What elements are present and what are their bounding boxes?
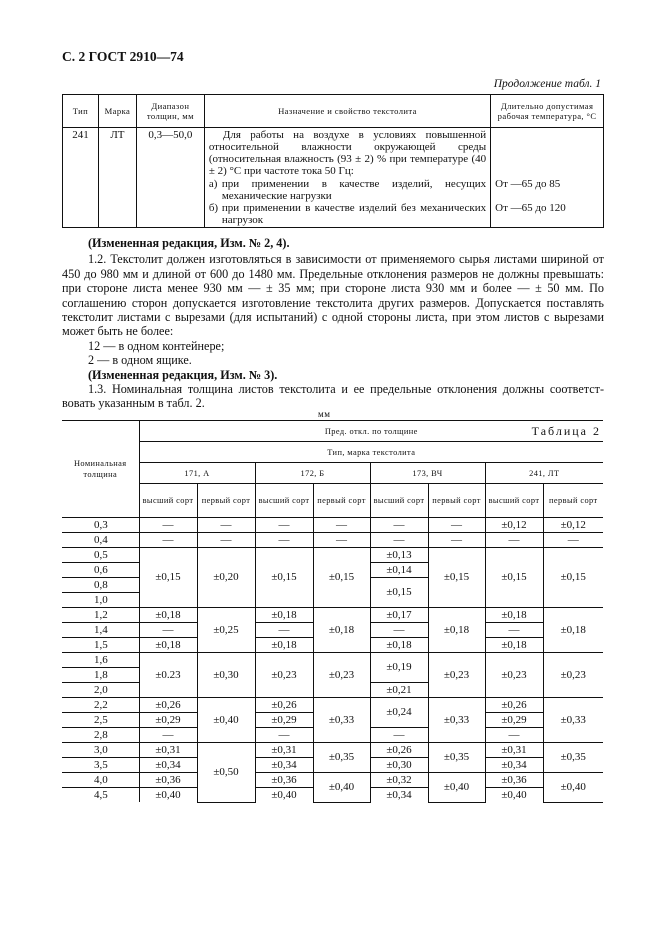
nominal-cell: 3,0 — [62, 743, 139, 758]
value-cell: ±0,29 — [139, 713, 197, 728]
page-header: С. 2 ГОСТ 2910—74 — [62, 49, 184, 64]
purpose-item-a — [209, 178, 486, 202]
col-range: Диапазон толщин, мм — [136, 95, 204, 128]
table-2-caption: Таблица 2 — [531, 424, 601, 438]
value-cell: ±0,33 — [543, 698, 603, 743]
value-cell: ±0,50 — [197, 743, 255, 803]
value-cell: ±0,12 — [543, 518, 603, 533]
col-temperature: Длительно допустимая рабочая температура, °С — [491, 95, 604, 128]
nominal-cell: 2,0 — [62, 683, 139, 698]
value-cell: ±0,24 — [370, 698, 428, 728]
value-cell: ±0,12 — [485, 518, 543, 533]
sort-first: первый сорт — [428, 484, 485, 518]
value-cell: ±0,23 — [428, 653, 485, 698]
table-row — [62, 773, 603, 788]
value-cell: ±0,26 — [139, 698, 197, 713]
value-cell: ±0,18 — [485, 608, 543, 623]
value-cell: ±0,40 — [255, 788, 313, 803]
value-cell: ±0,18 — [428, 608, 485, 653]
value-cell: — — [313, 518, 370, 533]
value-cell: — — [139, 518, 197, 533]
value-cell: ±0,35 — [543, 743, 603, 773]
value-cell: ±0,34 — [370, 788, 428, 803]
value-cell: ±0,31 — [485, 743, 543, 758]
value-cell: ±0,13 — [370, 548, 428, 563]
table-row — [62, 533, 603, 548]
temperature-b: От —65 до 120 — [495, 202, 566, 214]
grade-172-b: 172, Б — [255, 463, 370, 484]
value-cell: — — [543, 533, 603, 548]
value-cell: ±0,23 — [255, 653, 313, 698]
table-1-continuation — [62, 94, 604, 228]
value-cell: ±0,30 — [197, 653, 255, 698]
value-cell: ±0,26 — [485, 698, 543, 713]
value-cell: ±0,14 — [370, 563, 428, 578]
value-cell: — — [139, 623, 197, 638]
value-cell: ±0,23 — [313, 653, 370, 698]
nominal-cell: 1,2 — [62, 608, 139, 623]
value-cell: ±0,18 — [543, 608, 603, 653]
value-cell: ±0,15 — [428, 548, 485, 608]
value-cell: — — [370, 728, 428, 743]
nominal-cell: 1,5 — [62, 638, 139, 653]
value-cell: — — [139, 533, 197, 548]
purpose-intro: Для работы на воздухе в условиях повышенной относительной влажности окружающей среды (относительная влажность (93 ± 2) % при температуре (40 ± 2) °С при частоте тока 50 Гц: — [208, 129, 487, 177]
col-brand: Марка — [98, 95, 136, 128]
sort-top: высший сорт — [485, 484, 543, 518]
value-cell: ±0,15 — [313, 548, 370, 608]
value-cell: ±0,15 — [139, 548, 197, 608]
value-cell: ±0,18 — [139, 608, 197, 623]
table-row — [62, 743, 603, 758]
value-cell: ±0,34 — [485, 758, 543, 773]
value-cell: ±0,36 — [255, 773, 313, 788]
value-cell: ±0,35 — [428, 743, 485, 773]
value-cell: — — [370, 518, 428, 533]
value-cell: ±0,34 — [139, 758, 197, 773]
value-cell: — — [255, 728, 313, 743]
nominal-cell: 4,5 — [62, 788, 139, 803]
table-2 — [62, 420, 603, 803]
value-cell: ±0,40 — [313, 773, 370, 803]
value-cell: ±0,18 — [139, 638, 197, 653]
value-cell: ±0,15 — [255, 548, 313, 608]
table-row — [62, 518, 603, 533]
value-cell: ±0,36 — [139, 773, 197, 788]
col-purpose: Назначение и свойство текстолита — [204, 95, 490, 128]
purpose-item-marker: а) — [208, 178, 218, 190]
nominal-cell: 1,6 — [62, 653, 139, 668]
value-cell: — — [255, 518, 313, 533]
table-2-unit: мм — [318, 409, 331, 419]
value-cell: ±0,21 — [370, 683, 428, 698]
nominal-cell: 0,4 — [62, 533, 139, 548]
value-cell: ±0,23 — [485, 653, 543, 698]
value-cell: — — [428, 518, 485, 533]
value-cell: — — [139, 728, 197, 743]
sort-top: высший сорт — [370, 484, 428, 518]
nominal-cell: 2,2 — [62, 698, 139, 713]
value-cell: ±0,20 — [197, 548, 255, 608]
nominal-cell: 4,0 — [62, 773, 139, 788]
cell-range: 0,3—50,0 — [136, 128, 204, 228]
amendment-note-2: (Измененная редакция, Изм. № 3). — [88, 367, 278, 382]
value-cell: ±0,40 — [543, 773, 603, 803]
grade-173-vch: 173, ВЧ — [370, 463, 485, 484]
value-cell: ±0,33 — [313, 698, 370, 743]
table-row — [62, 548, 603, 563]
body-text — [62, 236, 604, 411]
value-cell: ±0,40 — [197, 698, 255, 743]
purpose-item-b — [209, 202, 486, 226]
table-continuation-label: Продолжение табл. 1 — [493, 78, 601, 90]
value-cell: ±0,15 — [370, 578, 428, 608]
limit-container: 12 — в одном контейнере; — [88, 338, 225, 353]
nominal-cell: 2,5 — [62, 713, 139, 728]
value-cell: ±0,15 — [543, 548, 603, 608]
grade-241-lt: 241, ЛТ — [485, 463, 603, 484]
cell-brand: ЛТ — [98, 128, 136, 228]
value-cell: ±0,34 — [255, 758, 313, 773]
value-cell: ±0,29 — [255, 713, 313, 728]
sort-first: первый сорт — [197, 484, 255, 518]
value-cell: ±0,31 — [255, 743, 313, 758]
grade-171-a: 171, А — [139, 463, 255, 484]
nominal-cell: 1,8 — [62, 668, 139, 683]
value-cell: — — [255, 623, 313, 638]
value-cell: ±0,40 — [485, 788, 543, 803]
col-brand-type: Тип, марка текстолита — [139, 442, 603, 463]
value-cell: ±0,30 — [370, 758, 428, 773]
value-cell: ±0,32 — [370, 773, 428, 788]
value-cell: — — [485, 623, 543, 638]
value-cell: ±0,23 — [543, 653, 603, 698]
value-cell: ±0,40 — [139, 788, 197, 803]
value-cell: — — [370, 533, 428, 548]
value-cell: ±0,33 — [428, 698, 485, 743]
value-cell: ±0,17 — [370, 608, 428, 623]
value-cell: ±0,15 — [485, 548, 543, 608]
sort-top: высший сорт — [255, 484, 313, 518]
value-cell: — — [255, 533, 313, 548]
value-cell: ±0,19 — [370, 653, 428, 683]
nominal-cell: 0,8 — [62, 578, 139, 593]
value-cell: ±0,18 — [313, 608, 370, 653]
table-row — [62, 608, 603, 623]
value-cell: ±0,40 — [428, 773, 485, 803]
value-cell: ±0,18 — [255, 638, 313, 653]
value-cell: ±0,26 — [255, 698, 313, 713]
paragraph-1-3: 1.3. Номинальная толщина листов текстолита и ее предельные отклонения должны соответствовать указанным в табл. 2. — [62, 382, 604, 411]
value-cell: — — [428, 533, 485, 548]
value-cell: ±0,29 — [485, 713, 543, 728]
value-cell: ±0,35 — [313, 743, 370, 773]
col-nominal-thickness: Номинальная толщина — [62, 421, 139, 518]
value-cell: — — [370, 623, 428, 638]
nominal-cell: 0,5 — [62, 548, 139, 563]
value-cell: ±0,18 — [255, 608, 313, 623]
limit-box: 2 — в одном ящике. — [88, 353, 192, 368]
nominal-cell: 1,0 — [62, 593, 139, 608]
purpose-item-marker: б) — [208, 202, 219, 214]
table-row — [62, 653, 603, 668]
col-type: Тип — [63, 95, 99, 128]
nominal-cell: 2,8 — [62, 728, 139, 743]
value-cell: — — [197, 518, 255, 533]
sort-first: первый сорт — [313, 484, 370, 518]
value-cell: — — [197, 533, 255, 548]
paragraph-1-2: 1.2. Текстолит должен изготовляться в зависимости от применяемого сырья листами шириной от 450 до 980 мм и длиной от 600 до 1480 мм. Предельные отклонения размеров не должны превышать: при стороне листа менее 930 мм — ± 35 мм; при стороне листа 930 мм и более — ± 50 мм. По соглашению сторон допускается изготовление текстолита других размеров. Допускается поставлять текстолит листами с вырезами (для испытаний) с одной стороны листа, при этом листов с вырезами может быть не более: — [62, 252, 604, 339]
value-cell: ±0,18 — [485, 638, 543, 653]
purpose-item-text: при применении в качестве изделий, несущих механические нагрузки — [221, 178, 487, 202]
cell-purpose — [204, 128, 490, 228]
purpose-item-text: при применении в качестве изделий без механических нагрузок — [221, 202, 487, 226]
value-cell: ±0,31 — [139, 743, 197, 758]
value-cell: ±0,36 — [485, 773, 543, 788]
nominal-cell: 0,3 — [62, 518, 139, 533]
value-cell: — — [485, 533, 543, 548]
nominal-cell: 3,5 — [62, 758, 139, 773]
value-cell: — — [485, 728, 543, 743]
sort-first: первый сорт — [543, 484, 603, 518]
sort-top: высший сорт — [139, 484, 197, 518]
table-row — [62, 698, 603, 713]
col-tolerance: Пред. откл. по толщине — [139, 421, 603, 442]
value-cell: ±0,25 — [197, 608, 255, 653]
nominal-cell: 0,6 — [62, 563, 139, 578]
value-cell: ±0,18 — [370, 638, 428, 653]
cell-type: 241 — [63, 128, 99, 228]
temperature-a: От —65 до 85 — [495, 178, 561, 190]
value-cell: — — [313, 533, 370, 548]
value-cell: ±0,26 — [370, 743, 428, 758]
value-cell: ±0.23 — [139, 653, 197, 698]
cell-temperature — [491, 128, 604, 228]
nominal-cell: 1,4 — [62, 623, 139, 638]
amendment-note-1: (Измененная редакция, Изм. № 2, 4). — [88, 236, 290, 250]
